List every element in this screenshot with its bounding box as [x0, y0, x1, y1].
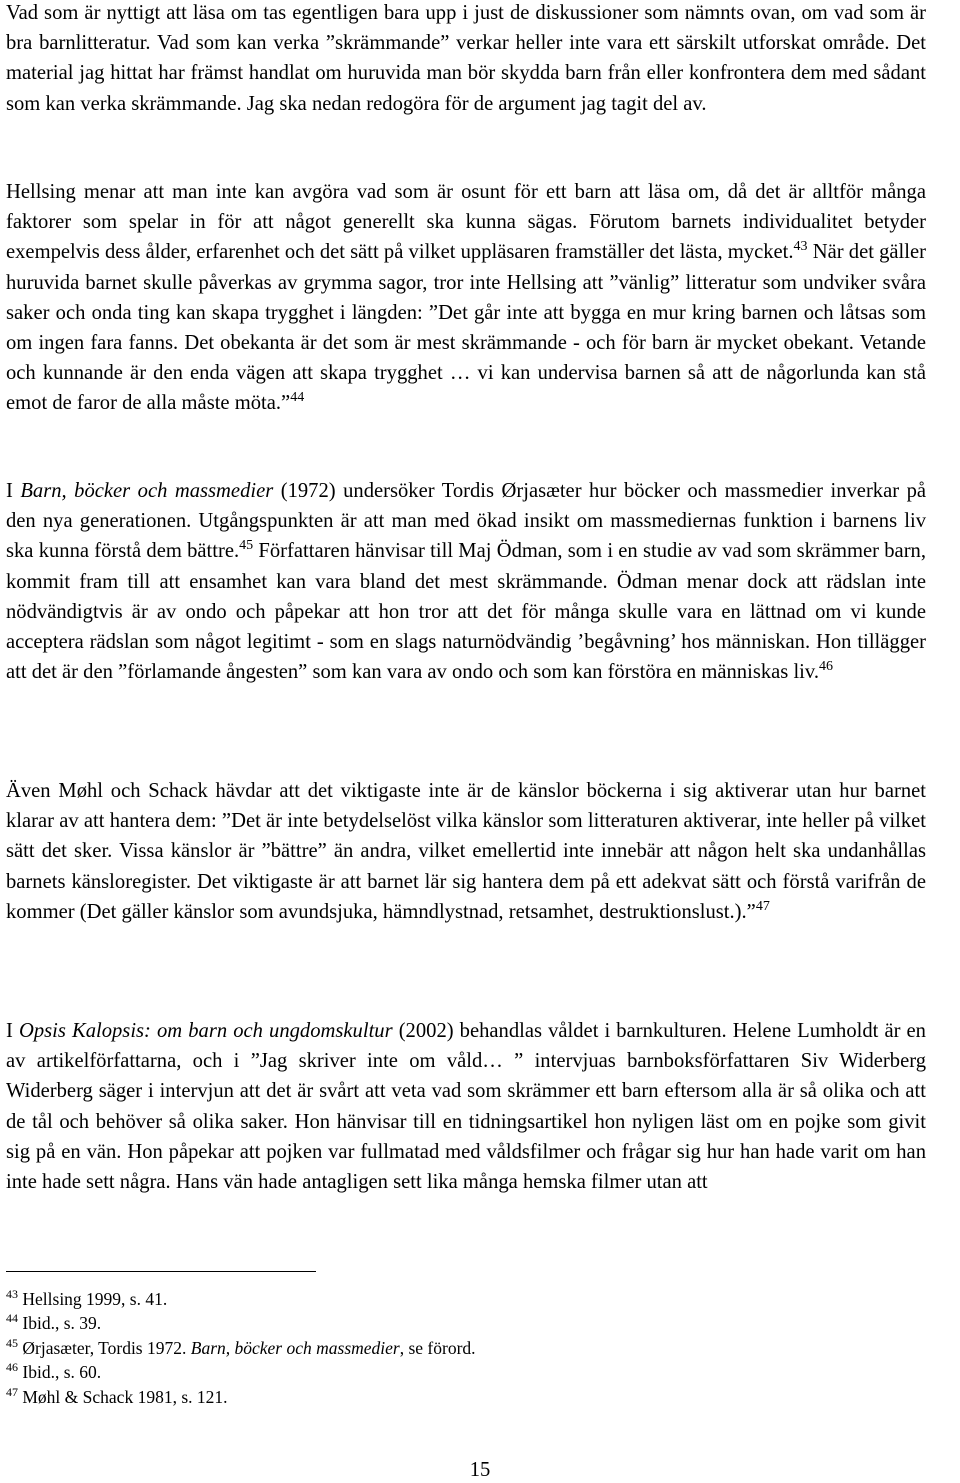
footnote-separator — [6, 1271, 316, 1272]
footnote-number: 44 — [6, 1311, 18, 1326]
paragraph-1 — [6, 0, 926, 119]
footnote-text-tail: , se förord. — [399, 1337, 476, 1358]
footnote-ref-47[interactable]: 47 — [755, 898, 770, 914]
book-title-barn-bocker: Barn, böcker och massmedier — [20, 480, 274, 502]
footnote-book-title: Barn, böcker och massmedier — [190, 1337, 400, 1358]
footnote-text: Møhl & Schack 1981, s. 121. — [18, 1386, 228, 1407]
footnote-43 — [6, 1287, 906, 1311]
paragraph-2-text-a: Hellsing menar att man inte kan avgöra vad som är osunt för ett barn att läsa om, då det är alltför många faktorer som spelar in för att något generellt ska kunna sägas. Förutom barnets individualitet betyder exempelvis dess ålder, erfarenhet och det sätt på vilket uppläsaren framställer det lästa, mycket. — [6, 181, 926, 264]
paragraph-5-text-a: I — [6, 1020, 19, 1042]
footnote-number: 47 — [6, 1384, 18, 1399]
footnotes — [6, 1287, 906, 1409]
footnote-text: Ibid., s. 39. — [18, 1313, 102, 1334]
footnote-text: Hellsing 1999, s. 41. — [18, 1289, 168, 1309]
paragraph-2-text-b: När det gäller huruvida barnet skulle påverkas av grymma sagor, tror inte Hellsing att ”vänlig” litteratur som undviker svåra saker och onda ting kan skapa trygghet i längden: ”Det går inte att bygga en mur kring barnen och låtsas som om ingen fara fanns. Det obekanta är det som är mest skrämmande - och för barn är mycket obekant. Vetande och kunnande är den enda vägen att skapa trygghet … vi kan undervisa barnen så att de någorlunda kan stå emot de faror de alla måste möta.” — [6, 241, 926, 415]
footnote-45 — [6, 1336, 906, 1360]
paragraph-4-text: Även Møhl och Schack hävdar att det viktigaste inte är de känslor böckerna i sig aktiverar utan hur barnet klarar av att hantera dem: ”Det är inte betydelselöst vilka känslor som litteraturen aktiverar, inte heller på vilket sätt det sker. Vissa känslor är ”bättre” än andra, vilket emellertid inte innebär att någon helt ska undanhållas barnets känsloregister. Det viktigaste är att barnet lär sig hantera dem på ett adekvat sätt och förstå varifrån de kommer (Det gäller känslor som avundsjuka, hämndlystnad, retsamhet, destruktionslust.).” — [6, 780, 926, 923]
footnote-44 — [6, 1311, 906, 1335]
paragraph-3-text-c: Författaren hänvisar till Maj Ödman, som i en studie av vad som skrämmer barn, kommit fram till att ensamhet kan vara bland det mest skrämmande. Ödman menar dock att rädslan inte nödvändigtvis är av ondo och påpekar att hon tror att det för många skulle vara en lättnad om vi kunde acceptera rädslan som något legitimt - som en slags naturnödvändig ’begåvning’ hos människan. Hon tillägger att det är den ”förlamande ångesten” som kan vara av ondo och som kan förstöra en människas liv. — [6, 540, 926, 684]
footnote-46 — [6, 1360, 906, 1384]
footnote-ref-46[interactable]: 46 — [819, 659, 833, 675]
book-title-opsis-kalopsis: Opsis Kalopsis: om barn och ungdomskultur — [18, 1020, 393, 1042]
paragraph-3 — [6, 476, 926, 687]
paragraph-5-text-b: (2002) behandlas våldet i barnkulturen. Helene Lumholdt är en av artikelförfattarna, och i ”Jag skriver inte om våld… ” intervjuas barnboksförfattaren Siv Widerberg Widerberg säger i intervjun att det är svårt att veta vad som skrämmer ett barn eftersom alla är så olika och att de tål och behöver så olika saker. Hon hänvisar till en tidningsartikel hon nyligen läst om en pojke som givit sig på en vän. Hon påpekar att pojken var fullmatad med våldsfilmer och frågar sig hur han hade varit om han inte hade sett några. Hans vän hade antagligen sett lika många hemska filmer utan att — [6, 1020, 926, 1194]
footnote-number: 45 — [6, 1335, 18, 1350]
footnote-47 — [6, 1385, 906, 1409]
paragraph-3-text-b: (1972) undersöker Tordis Ørjasæter hur böcker och massmedier inverkar på den nya generationen. Utgångspunkten är att man med ökad insikt om massmediernas funktion i barnens liv ska kunna förstå dem bättre. — [6, 480, 927, 563]
page-number: 15 — [469, 1459, 491, 1481]
paragraph-1-text: Vad som är nyttigt att läsa om tas egentligen bara upp i just de diskussioner som nämnts ovan, om vad som är bra barnlitteratur. Vad som kan verka ”skrämmande” verkar heller inte vara ett särskilt utforskat område. Det material jag hittat har främst handlat om huruvida man bör skydda barn från eller konfrontera dem med sådant som kan verka skrämmande. Jag ska nedan redogöra för de argument jag tagit del av. — [6, 2, 926, 115]
footnote-ref-44[interactable]: 44 — [290, 390, 305, 406]
paragraph-4 — [6, 776, 926, 927]
footnote-number: 46 — [6, 1360, 18, 1375]
paragraph-2 — [6, 177, 926, 419]
footnote-ref-45[interactable]: 45 — [239, 538, 254, 554]
footnote-text: Ørjasæter, Tordis 1972. — [18, 1337, 191, 1358]
paragraph-3-text-a: I — [6, 480, 21, 502]
footnote-ref-43[interactable]: 43 — [793, 239, 808, 255]
paragraph-5 — [6, 1016, 926, 1197]
footnote-text: Ibid., s. 60. — [18, 1362, 102, 1383]
footnote-number: 43 — [6, 1287, 18, 1301]
